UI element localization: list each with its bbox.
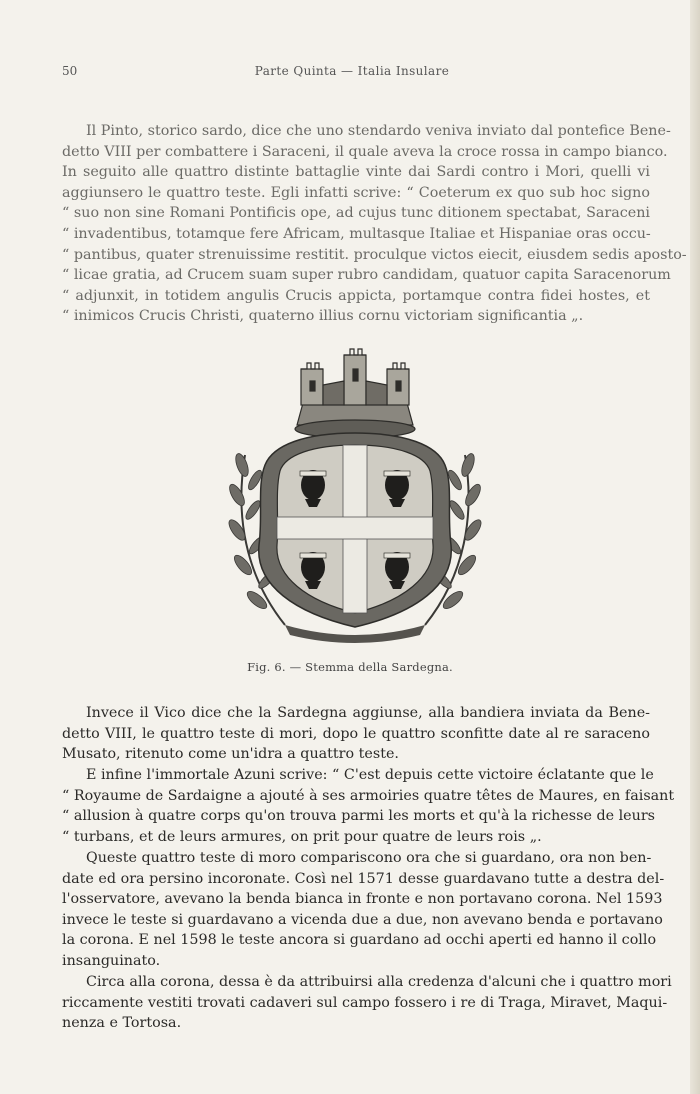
sardinia-coat-of-arms-figure [215, 345, 495, 645]
text-line: detto VIII per combattere i Saraceni, il quale aveva la croce rossa in campo bianco. [62, 143, 668, 160]
text-line: Invece il Vico dice che la Sardegna aggiunse, alla bandiera inviata da Bene- [86, 705, 650, 721]
text-line: riccamente vestiti trovati cadaveri sul campo fossero i re di Traga, Miravet, Maqui- [62, 994, 668, 1011]
running-title: Parte Quinta — Italia Insulare [254, 64, 450, 78]
text-line: “ inimicos Crucis Christi, quaterno illius cornu victoriam significantia „. [62, 308, 584, 325]
paragraph-vico [62, 703, 650, 765]
page-number: 50 [62, 64, 78, 78]
text-line: aggiunsero le quattro teste. Egli infatti scrive: “ Coeterum ex quo sub hoc signo [62, 184, 650, 201]
text-line: Circa alla corona, dessa è da attribuirsi alla credenza d'alcuni che i quattro mori [86, 974, 672, 990]
text-line: detto VIII, le quattro teste di mori, dopo le quattro sconfitte date al re saraceno [62, 725, 650, 742]
text-line: invece le teste si guardavano a vicenda due a due, non avevano benda e portavano [62, 911, 663, 928]
text-line: “ suo non sine Romani Pontificis ope, ad cujus tunc ditionem spectabat, Saraceni [62, 205, 650, 222]
text-line: date ed ora persino incoronate. Così nel 1571 desse guardavano tutte a destra del- [62, 870, 665, 887]
text-line: “ allusion à quatre corps qu'on trouva parmi les morts et qu'à la richesse de leurs [62, 808, 656, 825]
text-line: “ Royaume de Sardaigne a ajouté à ses armoiries quatre têtes de Maures, en faisant [62, 787, 675, 804]
paragraph-pinto [62, 121, 687, 327]
text-line: nenza e Tortosa. [62, 1015, 182, 1032]
text-line: “ adjunxit, in totidem angulis Crucis appicta, portamque contra fidei hostes, et [62, 287, 650, 304]
text-line: Queste quattro teste di moro compariscono ora che si guardano, ora non ben- [86, 850, 652, 866]
paragraph-azuni [62, 765, 675, 847]
text-line: “ turbans, et de leurs armures, on prit pour quatre de leurs rois „. [62, 828, 542, 845]
text-line: “ invadentibus, totamque fere Africam, multasque Italiae et Hispaniae oras occu- [62, 225, 651, 242]
page-edge [690, 0, 700, 1094]
running-header [62, 64, 642, 84]
text-line: insanguinato. [62, 952, 161, 969]
text-line: la corona. E nel 1598 le teste ancora si guardano ad occhi aperti ed hanno il collo [62, 932, 657, 949]
text-line: “ licae gratia, ad Crucem suam super rubro candidam, quatuor capita Saracenorum [62, 267, 671, 284]
text-line: Il Pinto, storico sardo, dice che uno stendardo veniva inviato dal pontefice Bene- [86, 123, 671, 139]
mural-crown [295, 349, 415, 438]
cross-horizontal [277, 517, 433, 539]
text-line: “ pantibus, quater strenuissime restitit. proculque victos eiecit, eiusdem sedis aposto- [62, 246, 687, 263]
paragraph-corona [62, 972, 672, 1034]
text-line: Musato, ritenuto come un'idra a quattro teste. [62, 746, 399, 763]
paragraph-teste [62, 848, 665, 972]
text-line: l'osservatore, avevano la benda bianca in fronte e non portavano corona. Nel 1593 [62, 891, 663, 908]
text-line: In seguito alle quattro distinte battaglie vinte dai Sardi contro i Mori, quelli vi [62, 164, 650, 181]
text-line: E infine l'immortale Azuni scrive: “ C'est depuis cette victoire éclatante que le [86, 767, 654, 783]
figure-caption: Fig. 6. — Stemma della Sardegna. [247, 660, 453, 674]
